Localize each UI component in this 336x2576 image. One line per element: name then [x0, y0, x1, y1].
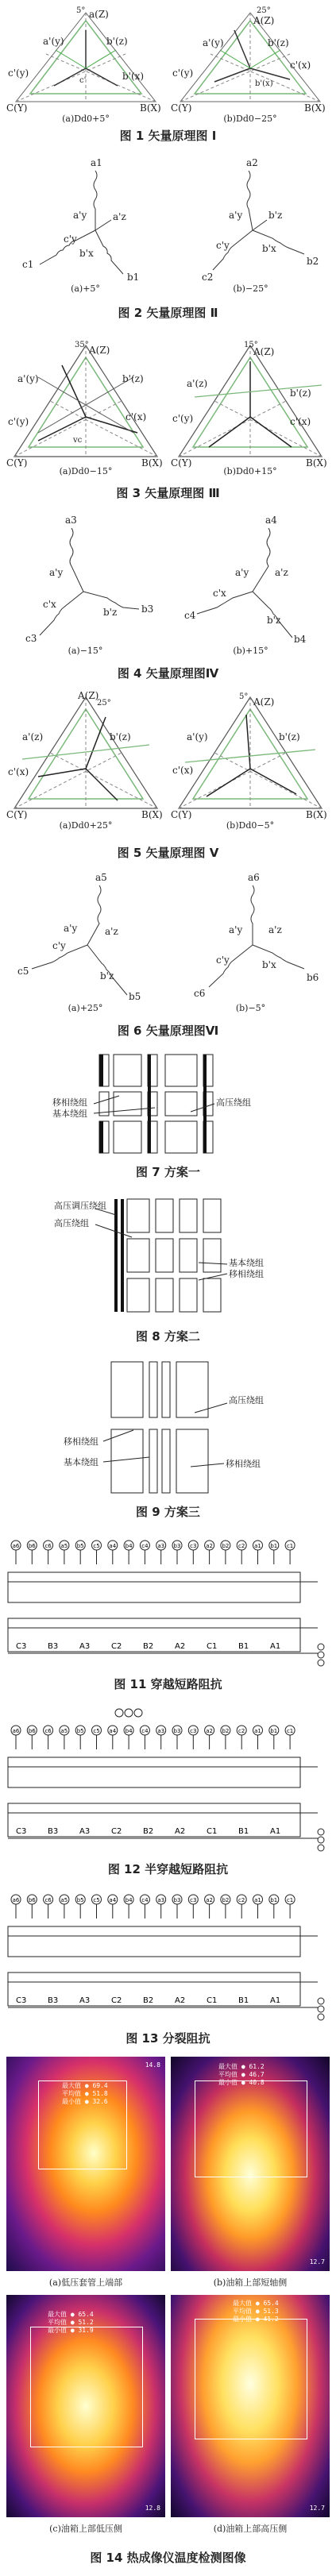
fig3a-angle: 35° [75, 341, 89, 349]
fig2b-left: c2 [202, 272, 214, 283]
fig1b-vector-diagram [171, 6, 330, 114]
fig13-terminal-label: a2 [206, 1897, 213, 1903]
measure-box-b [195, 2080, 307, 2177]
fig1a-top-right: b'(z) [106, 36, 128, 47]
fig12-terminal-label: b4 [125, 1728, 133, 1734]
thermal-b-corner: 12.7 [309, 2258, 325, 2266]
fig6-caption: 图 6 矢量原理图Ⅵ [117, 1024, 219, 1038]
fig11-terminal-label: b2 [222, 1543, 230, 1549]
fig1b-right-mid: c'(x) [290, 60, 311, 71]
fig1b-top-right: b'(z) [268, 37, 289, 48]
fig3a-bottom-right: B(X) [141, 457, 163, 469]
fig5b-top: A(Z) [253, 696, 275, 708]
thermal-image-c [6, 2295, 165, 2517]
fig3-caption: 图 3 矢量原理图 Ⅲ [116, 486, 220, 500]
fig13-terminal-label: b1 [270, 1897, 278, 1903]
fig11-terminal-label: c1 [286, 1543, 294, 1549]
fig5-caption: 图 5 矢量原理图 Ⅴ [117, 846, 219, 860]
fig13-hv-terminal-A3: A3 [79, 1996, 91, 2005]
fig13-terminal-label: a6 [12, 1897, 20, 1903]
fig4b-z: a'z [275, 567, 288, 578]
fig13-terminal-label: b5 [76, 1897, 84, 1903]
fig5b-left-mid: c'(x) [172, 765, 194, 776]
fig14a-subcaption: (a)低压套管上端部 [48, 2277, 123, 2288]
fig1a-angle: 5° [76, 6, 86, 15]
thermal-c-readout: 最大值 ● 65.4 平均值 ● 51.2 最小值 ● 31.9 [48, 2311, 94, 2334]
fig4b-subcaption: (b)+15° [233, 646, 268, 656]
fig12-hv-terminal-B2: B2 [143, 1827, 154, 1836]
figure-14 [0, 2057, 336, 2576]
fig6a-winding-diagram [8, 870, 163, 1001]
fig3b-top: A(Z) [253, 346, 275, 357]
fig1b-top: A(Z) [253, 15, 275, 26]
fig1a-top-left: a'(y) [43, 36, 64, 47]
fig11-hv-terminal-A1: A1 [270, 1642, 281, 1651]
fig4a-left: c3 [25, 633, 37, 644]
fig7-scheme-diagram [0, 1048, 336, 1159]
fig13-hv-terminal-B2: B2 [143, 1996, 154, 2005]
fig13-terminal-label: a1 [254, 1897, 261, 1903]
fig6a-y: a'y [64, 923, 78, 934]
fig11-hv-terminal-A2: A2 [175, 1642, 186, 1651]
fig5b-bottom-right: B(X) [306, 809, 327, 820]
fig1a-bottom-left: C(Y) [6, 102, 28, 114]
fig12-hv-terminal-A3: A3 [79, 1827, 91, 1836]
fig12-terminal-label: a6 [12, 1728, 20, 1734]
fig2a-cy: c'y [64, 233, 77, 245]
fig4a-cy: c'x [43, 599, 56, 610]
fig3a-vector-diagram [6, 337, 165, 469]
fig4-caption: 图 4 矢量原理图Ⅳ [117, 666, 219, 681]
fig1-panel-b [171, 6, 330, 124]
fig11-hv-terminal-C2: C2 [111, 1642, 122, 1651]
fig13-hv-terminal-B1: B1 [238, 1996, 249, 2005]
figure-3 [0, 337, 336, 504]
fig1b-center: b'(x) [255, 79, 273, 88]
fig9-shift-label: 移相绕组 [64, 1436, 98, 1447]
fig5b-top-left: a'(y) [187, 731, 208, 742]
fig3a-top-left: a'(y) [17, 373, 39, 384]
fig4-panel-a [8, 512, 163, 659]
fig12-hv-terminal-B3: B3 [48, 1827, 59, 1836]
fig13-hv-terminal-C3: C3 [16, 1996, 27, 2005]
figure-5 [0, 689, 336, 864]
fig14c-subcaption: (c)油箱上部低压侧 [49, 2524, 122, 2534]
fig3a-left-mid: c'(y) [8, 416, 29, 427]
fig5a-subcaption: (a)Dd0+25° [59, 820, 113, 831]
fig6a-top: a5 [95, 872, 107, 883]
fig11-terminal-label: c4 [141, 1543, 149, 1549]
fig12-hv-terminal-A2: A2 [175, 1827, 186, 1836]
fig12-terminal-label: c6 [44, 1728, 52, 1734]
fig12-terminal-label: c3 [190, 1728, 197, 1734]
fig13-terminal-label: a4 [109, 1897, 117, 1903]
fig5a-top-left: a'(z) [22, 731, 44, 742]
fig1a-vector-diagram [6, 6, 165, 114]
fig12-terminal-label: b3 [173, 1728, 181, 1734]
fig4b-bx: b'z [267, 615, 281, 626]
fig13-terminal-label: c3 [190, 1897, 197, 1903]
fig2b-winding-diagram [173, 155, 328, 282]
fig8-hv-label: 高压绕组 [54, 1218, 89, 1228]
fig2-panel-b [173, 155, 328, 298]
fig3b-right-mid: c'(x) [290, 416, 311, 427]
fig13-terminal-label: c1 [286, 1897, 294, 1903]
fig11-terminal-label: b6 [28, 1543, 36, 1549]
fig14-caption: 图 14 热成像仪温度检测图像 [90, 2551, 246, 2565]
measure-box-d [195, 2319, 307, 2439]
fig11-terminal-label: a1 [254, 1543, 261, 1549]
figure-13 [0, 1888, 336, 2051]
fig1a-top: a(Z) [89, 9, 109, 20]
fig11-terminal-label: c3 [190, 1543, 197, 1549]
fig4a-y: a'y [49, 567, 64, 578]
fig12-terminal-label: c2 [238, 1728, 245, 1734]
fig2a-winding-diagram [8, 155, 163, 282]
fig5-panel-b [171, 689, 330, 832]
fig12-hv-terminal-C3: C3 [16, 1827, 27, 1836]
fig6-panel-a [8, 870, 163, 1016]
figure-8 [0, 1191, 336, 1346]
fig8-shift-label: 移相绕组 [229, 1269, 264, 1279]
fig2a-subcaption: (a)+5° [71, 283, 100, 294]
fig3-panel-a [6, 337, 165, 476]
fig3a-right-mid: c'(x) [126, 411, 147, 422]
fig3b-vector-diagram [171, 337, 330, 469]
thermal-a-readout: 最大值 ● 69.4 平均值 ● 51.8 最小值 ● 32.6 [62, 2082, 108, 2105]
thermal-a-corner: 14.8 [145, 2061, 160, 2069]
fig6b-subcaption: (b)−5° [235, 1003, 266, 1013]
fig2a-y: a'y [73, 210, 87, 221]
fig3a-top-right: b'(z) [122, 373, 144, 384]
fig2b-right: b2 [307, 256, 319, 267]
fig13-terminal-label: b4 [125, 1897, 133, 1903]
fig2b-cy: c'y [216, 240, 230, 251]
fig4b-right: b4 [294, 634, 307, 645]
fig13-terminal-label: c2 [238, 1897, 245, 1903]
thermal-image-b [171, 2057, 330, 2271]
fig11-hv-terminal-A3: A3 [79, 1642, 91, 1651]
fig1b-bottom-right: B(X) [304, 102, 326, 114]
fig2b-top: a2 [246, 157, 258, 168]
fig11-terminal-label: a3 [157, 1543, 165, 1549]
fig4a-top: a3 [65, 515, 77, 526]
fig11-hv-terminal-B1: B1 [238, 1642, 249, 1651]
fig9-hv-label: 高压绕组 [229, 1395, 264, 1406]
fig11-terminal-label: c2 [238, 1543, 245, 1549]
fig12-hv-terminal-A1: A1 [270, 1827, 281, 1836]
fig1a-right-mid: b'(x) [122, 71, 145, 82]
fig4a-winding-diagram [8, 512, 163, 643]
fig2a-left: c1 [22, 259, 34, 270]
fig8-base-label: 基本绕组 [229, 1258, 264, 1268]
fig1a-subcaption: (a)Dd0+5° [62, 114, 110, 124]
fig1b-left-mid: c'(y) [172, 67, 194, 79]
fig13-hv-terminal-B3: B3 [48, 1996, 59, 2005]
fig12-hv-terminal-B1: B1 [238, 1827, 249, 1836]
fig13-hv-terminal-A1: A1 [270, 1996, 281, 2005]
fig14b-subcaption: (b)油箱上部短轴侧 [213, 2277, 288, 2288]
fig3a-center: vc [73, 436, 83, 445]
fig12-terminal-label: b2 [222, 1728, 230, 1734]
fig1-panel-a [6, 6, 165, 124]
fig1b-bottom-left: C(Y) [171, 102, 192, 114]
fig5a-top: A(Z) [78, 690, 99, 701]
fig13-terminal-label: c4 [141, 1897, 149, 1903]
fig6a-z: a'z [105, 926, 118, 937]
fig11-terminal-label: b3 [173, 1543, 181, 1549]
fig2a-top: a1 [91, 157, 102, 168]
fig8-hvreg-label: 高压调压绕组 [54, 1201, 106, 1211]
fig11-caption: 图 11 穿越短路阻抗 [114, 1677, 222, 1691]
fig6b-z: a'z [268, 924, 282, 935]
fig6b-left: c6 [194, 988, 206, 999]
fig3-panel-b [171, 337, 330, 476]
fig4b-top: a4 [265, 515, 277, 526]
fig3b-angle: 15° [244, 341, 258, 349]
figure-9 [0, 1354, 336, 1525]
fig4a-right: b3 [141, 604, 154, 615]
figure-1 [0, 0, 336, 143]
fig13-hv-terminal-A2: A2 [175, 1996, 186, 2005]
fig3b-top-left: a'(z) [187, 378, 208, 389]
fig1a-left-mid: c'(y) [8, 67, 29, 79]
fig2-caption: 图 2 矢量原理图 Ⅱ [118, 306, 218, 320]
fig2b-subcaption: (b)−25° [233, 283, 268, 294]
fig13-terminal-label: c5 [93, 1897, 100, 1903]
fig3a-bottom-left: C(Y) [6, 457, 28, 469]
fig9-caption: 图 9 方案三 [136, 1505, 200, 1519]
figure-2 [0, 155, 336, 322]
fig8-caption: 图 8 方案二 [136, 1329, 200, 1344]
fig12-terminal-label: c4 [141, 1728, 149, 1734]
fig5b-subcaption: (b)Dd0−5° [226, 820, 275, 831]
figure-7 [0, 1048, 336, 1183]
fig3a-top: A(Z) [89, 345, 110, 356]
fig3b-bottom-left: C(Y) [171, 457, 192, 469]
fig3b-subcaption: (b)Dd0+15° [223, 466, 277, 476]
fig12-terminal-label: a2 [206, 1728, 213, 1734]
fig12-terminal-label: b5 [76, 1728, 84, 1734]
fig12-caption: 图 12 半穿越短路阻抗 [107, 1862, 229, 1876]
fig6-panel-b [173, 870, 328, 1016]
fig7-hv-label: 高压绕组 [216, 1097, 251, 1108]
fig7-shift-label: 移相绕组 [52, 1097, 87, 1108]
fig11-terminal-label: a6 [12, 1543, 20, 1549]
fig6a-cy: c'y [52, 940, 66, 951]
thermal-image-a [6, 2057, 165, 2271]
fig12-hv-terminal-C1: C1 [207, 1827, 218, 1836]
fig3b-bottom-right: B(X) [306, 457, 327, 469]
fig5a-bottom-right: B(X) [141, 809, 163, 820]
fig2a-right: b1 [127, 272, 140, 283]
fig2-panel-a [8, 155, 163, 298]
fig1b-top-left: a'(y) [203, 37, 224, 48]
fig1a-center: c' [79, 76, 87, 85]
fig1a-bottom-right: B(X) [140, 102, 161, 114]
fig2a-bx: b'x [79, 248, 94, 259]
fig9-scheme-diagram [0, 1354, 336, 1501]
fig3a-subcaption: (a)Dd0−15° [59, 466, 113, 476]
fig4b-winding-diagram [173, 512, 328, 643]
fig6a-bx: b'z [100, 970, 114, 981]
fig13-terminal-label: c6 [44, 1897, 52, 1903]
fig11-terminal-label: a4 [109, 1543, 117, 1549]
fig9-shift2-label: 移相绕组 [226, 1459, 261, 1469]
fig13-impedance-diagram [0, 1888, 336, 2025]
fig14d-subcaption: (d)油箱上部高压侧 [213, 2524, 288, 2534]
fig12-hv-terminal-C2: C2 [111, 1827, 122, 1836]
fig4b-left: c4 [184, 610, 196, 621]
fig11-terminal-label: c6 [44, 1543, 52, 1549]
fig4a-subcaption: (a)−15° [68, 646, 103, 656]
fig5b-bottom-left: C(Y) [171, 809, 192, 820]
fig6b-y: a'y [229, 924, 243, 935]
fig12-terminal-label: a5 [60, 1728, 68, 1734]
fig5b-top-right: b'(z) [279, 731, 300, 742]
fig12-terminal-label: a4 [109, 1728, 117, 1734]
thermal-d-readout: 最大值 ● 65.4 平均值 ● 51.3 最小值 ● 41.2 [233, 2300, 279, 2323]
fig13-terminal-label: a5 [60, 1897, 68, 1903]
fig6a-subcaption: (a)+25° [68, 1003, 103, 1013]
fig12-terminal-label: b1 [270, 1728, 278, 1734]
fig5a-top-right: b'(z) [110, 731, 131, 742]
fig13-terminal-label: b6 [28, 1897, 36, 1903]
fig13-hv-terminal-C2: C2 [111, 1996, 122, 2005]
fig11-terminal-label: a2 [206, 1543, 213, 1549]
fig1-caption: 图 1 矢量原理图 Ⅰ [119, 129, 217, 143]
fig5a-bottom-left: C(Y) [6, 809, 28, 820]
fig12-terminal-label: c1 [286, 1728, 294, 1734]
fig12-terminal-label: a3 [157, 1728, 165, 1734]
fig9-base-label: 基本绕组 [64, 1457, 98, 1467]
fig6b-right: b6 [307, 972, 319, 983]
fig6b-cy: c'y [216, 954, 230, 966]
fig3b-left-mid: c'(y) [172, 413, 194, 424]
fig5a-angle: 25° [97, 699, 111, 708]
fig11-impedance-diagram [0, 1534, 336, 1671]
fig12-terminal-label: c5 [93, 1728, 100, 1734]
fig8-scheme-diagram [0, 1191, 336, 1322]
fig5b-angle: 5° [239, 692, 249, 701]
fig11-hv-terminal-C3: C3 [16, 1642, 27, 1651]
fig11-terminal-label: b4 [125, 1543, 133, 1549]
thermal-c-corner: 12.8 [145, 2505, 160, 2512]
fig6b-top: a6 [248, 872, 260, 883]
fig7-base-label: 基本绕组 [52, 1109, 87, 1119]
fig4b-cy: c'x [213, 588, 226, 599]
fig13-hv-terminal-C1: C1 [207, 1996, 218, 2005]
fig13-terminal-label: b3 [173, 1897, 181, 1903]
fig11-terminal-label: c5 [93, 1543, 100, 1549]
fig4a-z: b'z [103, 607, 118, 618]
fig7-caption: 图 7 方案一 [136, 1165, 200, 1179]
fig12-impedance-diagram [0, 1703, 336, 1856]
fig3b-top-right: b'(z) [290, 388, 311, 399]
fig2a-z: a'z [113, 211, 126, 222]
fig12-terminal-label: a1 [254, 1728, 261, 1734]
fig6a-left: c5 [17, 966, 29, 977]
fig11-terminal-label: a5 [60, 1543, 68, 1549]
fig5a-left-mid: c'(x) [8, 766, 29, 777]
fig6a-right: b5 [129, 991, 141, 1002]
fig13-terminal-label: a3 [157, 1897, 165, 1903]
fig6b-winding-diagram [173, 870, 328, 1001]
fig5-panel-a [6, 689, 165, 832]
fig4-panel-b [173, 512, 328, 659]
fig13-caption: 图 13 分裂阻抗 [126, 2031, 210, 2046]
fig4b-y: a'y [235, 567, 249, 578]
thermal-b-readout: 最大值 ● 61.2 平均值 ● 46.7 最小值 ● 40.8 [218, 2063, 265, 2086]
figure-4 [0, 512, 336, 683]
fig5b-vector-diagram [171, 689, 330, 820]
thermal-d-corner: 12.7 [309, 2505, 325, 2512]
fig13-terminal-label: b2 [222, 1897, 230, 1903]
measure-box-c [30, 2327, 143, 2447]
fig2b-y: a'y [229, 210, 243, 221]
fig2b-bx: b'x [262, 243, 276, 254]
fig11-hv-terminal-B3: B3 [48, 1642, 59, 1651]
fig11-terminal-label: b5 [76, 1543, 84, 1549]
thermal-image-d [171, 2295, 330, 2517]
figure-12 [0, 1703, 336, 1882]
fig11-hv-terminal-B2: B2 [143, 1642, 154, 1651]
fig1b-angle: 25° [257, 6, 271, 15]
fig2b-z: b'z [268, 210, 283, 221]
fig11-terminal-label: b1 [270, 1543, 278, 1549]
fig5a-vector-diagram [6, 689, 165, 820]
fig12-terminal-label: b6 [28, 1728, 36, 1734]
fig1b-subcaption: (b)Dd0−25° [223, 114, 277, 124]
fig11-hv-terminal-C1: C1 [207, 1642, 218, 1651]
fig6b-bx: b'x [262, 959, 276, 970]
figure-11 [0, 1534, 336, 1697]
figure-6 [0, 870, 336, 1040]
